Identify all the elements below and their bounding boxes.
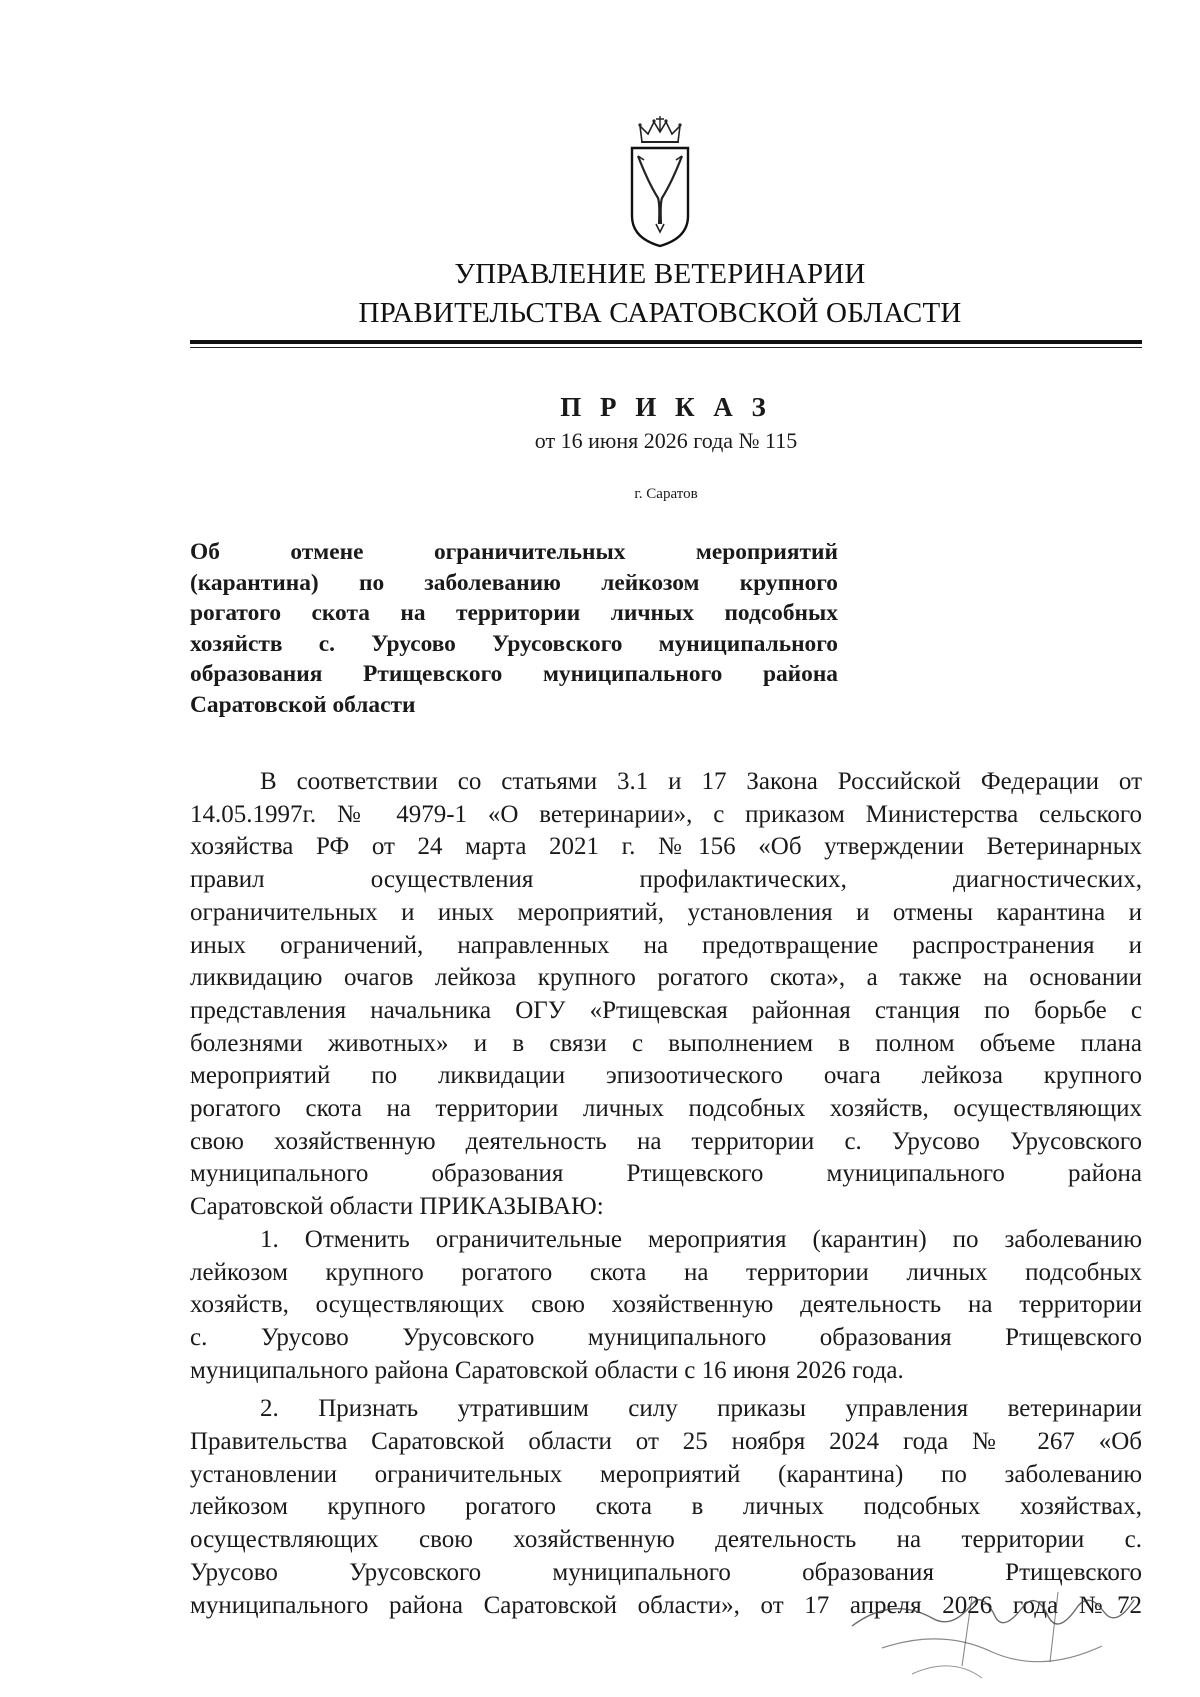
subject-line: Об отмене ограничительных мероприятий (190, 539, 838, 565)
preamble-line: болезнями животных» и в связи с выполнением в полном объеме плана (190, 1029, 1142, 1057)
preamble-line: ликвидацию очагов лейкоза крупного рогатого скота», а также на основании (190, 964, 1142, 992)
order-subject (190, 537, 838, 720)
preamble-line: правил осуществления профилактических, диагностических, (190, 866, 1142, 894)
subject-line: образования Ртищевского муниципального района (190, 661, 838, 687)
item1-line: хозяйств, осуществляющих свою хозяйственную деятельность на территории (190, 1291, 1142, 1319)
item1-line: муниципального района Саратовской области с 16 июня 2026 года. (190, 1356, 904, 1384)
preamble-line: хозяйства РФ от 24 марта 2021 г. №156 «Об утверждении Ветеринарных (190, 833, 1142, 861)
item2-line: лейкозом крупного рогатого скота в личных подсобных хозяйствах, (190, 1493, 1142, 1521)
preamble-line: 14.05.1997г. № 4979-1 «О ветеринарии», с приказом Министерства сельского (190, 800, 1142, 828)
order-date-number: от 16 июня 2026 года № 115 (534, 428, 798, 453)
document-type-title: П Р И К А З (560, 392, 772, 422)
subject-line: рогатого скота на территории личных подсобных (190, 600, 838, 626)
subject-line: хозяйств с. Урусово Урусовского муниципального (190, 630, 838, 657)
item2-line: 2. Признать утратившим силу приказы управления ветеринарии (260, 1395, 1142, 1423)
item2-line: установлении ограничительных мероприятий (карантина) по заболеванию (190, 1460, 1142, 1488)
header-divider-thin (190, 347, 1142, 348)
saratov-coat-of-arms-icon (628, 112, 692, 252)
subject-line: Саратовской области (190, 691, 416, 718)
item1-line: лейкозом крупного рогатого скота на территории личных подсобных (190, 1258, 1142, 1286)
order-city: г. Саратов (634, 486, 698, 502)
item2-line: Правительства Саратовской области от 25 ноября 2024 года № 267 «Об (190, 1428, 1142, 1456)
item1-line: с. Урусово Урусовского муниципального образования Ртищевского (190, 1323, 1142, 1351)
item2-line: муниципального района Саратовской области», от 17 апреля 2026 года №72 (190, 1591, 1142, 1619)
preamble-line: Саратовской области ПРИКАЗЫВАЮ: (190, 1193, 604, 1221)
item2-line: осуществляющих свою хозяйственную деятельность на территории с. (190, 1526, 1142, 1554)
preamble-line: свою хозяйственную деятельность на территории с. Урусово Урусовского (190, 1127, 1142, 1155)
preamble-line: рогатого скота на территории личных подсобных хозяйств, осуществляющих (190, 1095, 1142, 1123)
preamble-line: В соответствии со статьями 3.1 и 17 Закона Российской Федерации от (260, 768, 1142, 795)
preamble-line: мероприятий по ликвидации эпизоотического очага лейкоза крупного (190, 1062, 1142, 1090)
order-body (190, 766, 1142, 1622)
item2-line: Урусово Урусовского муниципального образования Ртищевского (190, 1558, 1142, 1586)
preamble-line: муниципального образования Ртищевского муниципального района (190, 1160, 1142, 1188)
subject-line: (карантина) по заболеванию лейкозом крупного (190, 569, 838, 596)
header-divider-thick (190, 340, 1142, 344)
org-name-line2: ПРАВИТЕЛЬСТВА САРАТОВСКОЙ ОБЛАСТИ (358, 297, 962, 329)
org-name-line1: УПРАВЛЕНИЕ ВЕТЕРИНАРИИ (454, 258, 866, 290)
preamble-line: ограничительных и иных мероприятий, установления и отмены карантина и (190, 898, 1142, 926)
item1-line: 1. Отменить ограничительные мероприятия (карантин) по заболеванию (260, 1225, 1142, 1253)
preamble-line: иных ограничений, направленных на предотвращение распространения и (190, 931, 1142, 959)
preamble-line: представления начальника ОГУ «Ртищевская районная станция по борьбе с (190, 996, 1142, 1024)
handwritten-signature-icon (822, 1556, 1152, 1691)
